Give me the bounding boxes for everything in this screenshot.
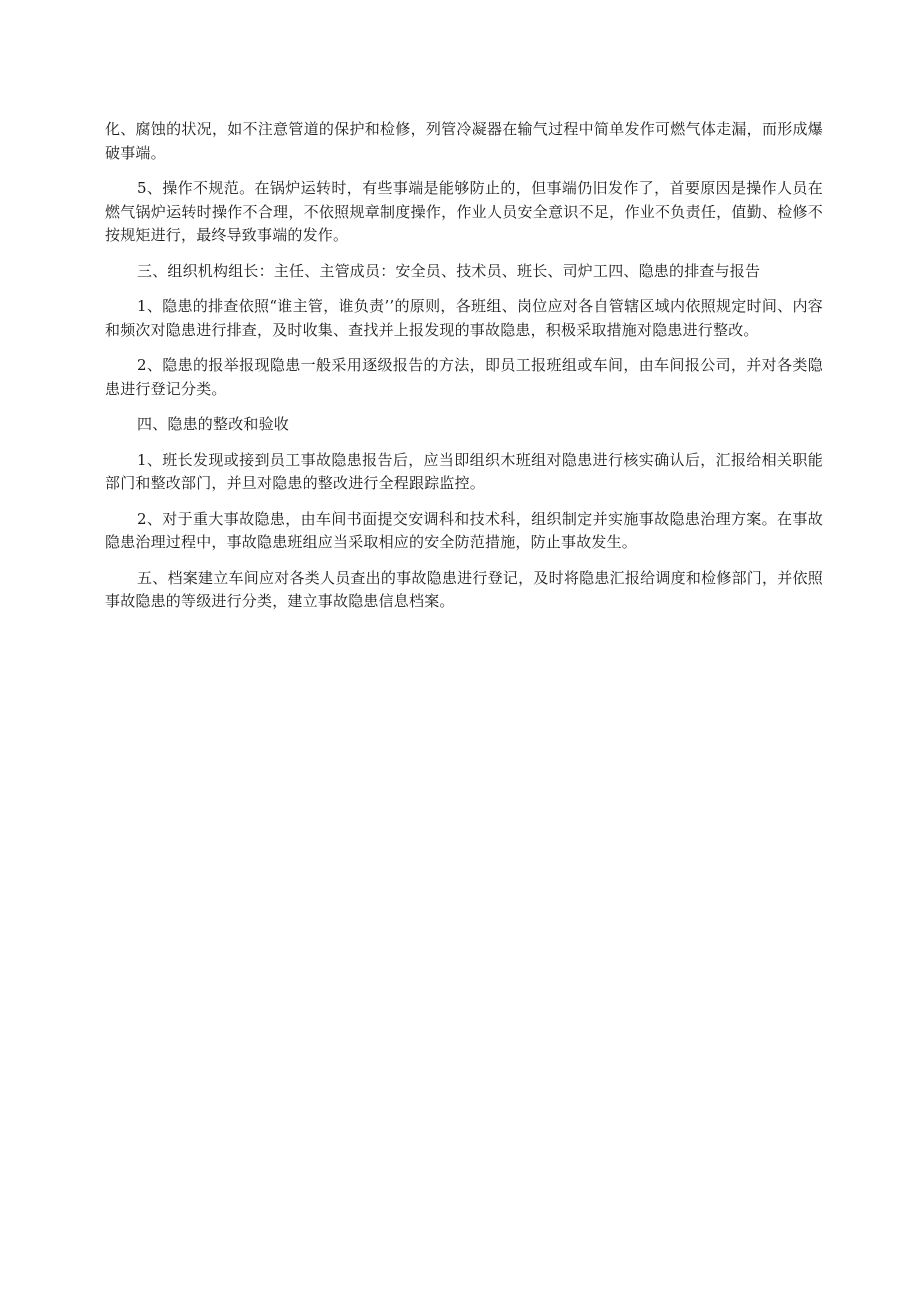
paragraph-item-2-major-hazard: 2、对于重大事故隐患，由车间书面提交安调科和技术科，组织制定并实施事故隐患治理方案。在事故隐患治理过程中，事故隐患班组应当采取相应的安全防范措施，防止事故发生。 <box>105 509 823 551</box>
paragraph-item-1-rectification: 1、班长发现或接到员工事故隐患报告后，应当即组织木班组对隐患进行核实确认后，汇报给相关职能部门和整改部门，并旦对隐患的整改进行全程跟踪监控。 <box>105 450 823 492</box>
heading-section-4: 四、隐患的整改和验收 <box>137 415 290 433</box>
paragraph-section-5: 五、档案建立车间应对各类人员查出的事故隐患进行登记，及时将隐患汇报给调度和检修部门，并依照事故隐患的等级进行分类，建立事故隐患信息档案。 <box>105 568 823 610</box>
paragraph-item-2-reporting: 2、隐患的报举报现隐患一般采用逐级报告的方法，即员工报班组或车间，由车间报公司，并对各类隐患进行登记分类。 <box>105 356 823 398</box>
document-body <box>105 118 823 626</box>
paragraph-section-3: 三、组织机构组长：主任、主管成员：安全员、技术员、班长、司炉工四、隐患的排查与报告 <box>137 261 761 280</box>
paragraph-item-1-inspection: 1、隐患的排查依照“谁主管，谁负责’’的原则，各班组、岗位应对各自管辖区域内依照规定时间、内容和频次对隐患进行排查，及时收集、查找并上报发现的事故隐患，积极采取措施对隐患进行整改。 <box>105 297 823 339</box>
paragraph-item-5: 5、操作不规范。在锅炉运转时，有些事端是能够防止的，但事端仍旧发作了，首要原因是操作人员在燃气锅炉运转时操作不合理，不依照规章制度操作，作业人员安全意识不足，作业不负责任，值勤、检修不按规矩进行，最终导致事端的发作。 <box>105 179 823 244</box>
paragraph-continuation: 化、腐蚀的状况，如不注意管道的保护和检修，列管冷凝器在输气过程中简单发作可燃气体走漏，而形成爆破事端。 <box>105 120 823 162</box>
